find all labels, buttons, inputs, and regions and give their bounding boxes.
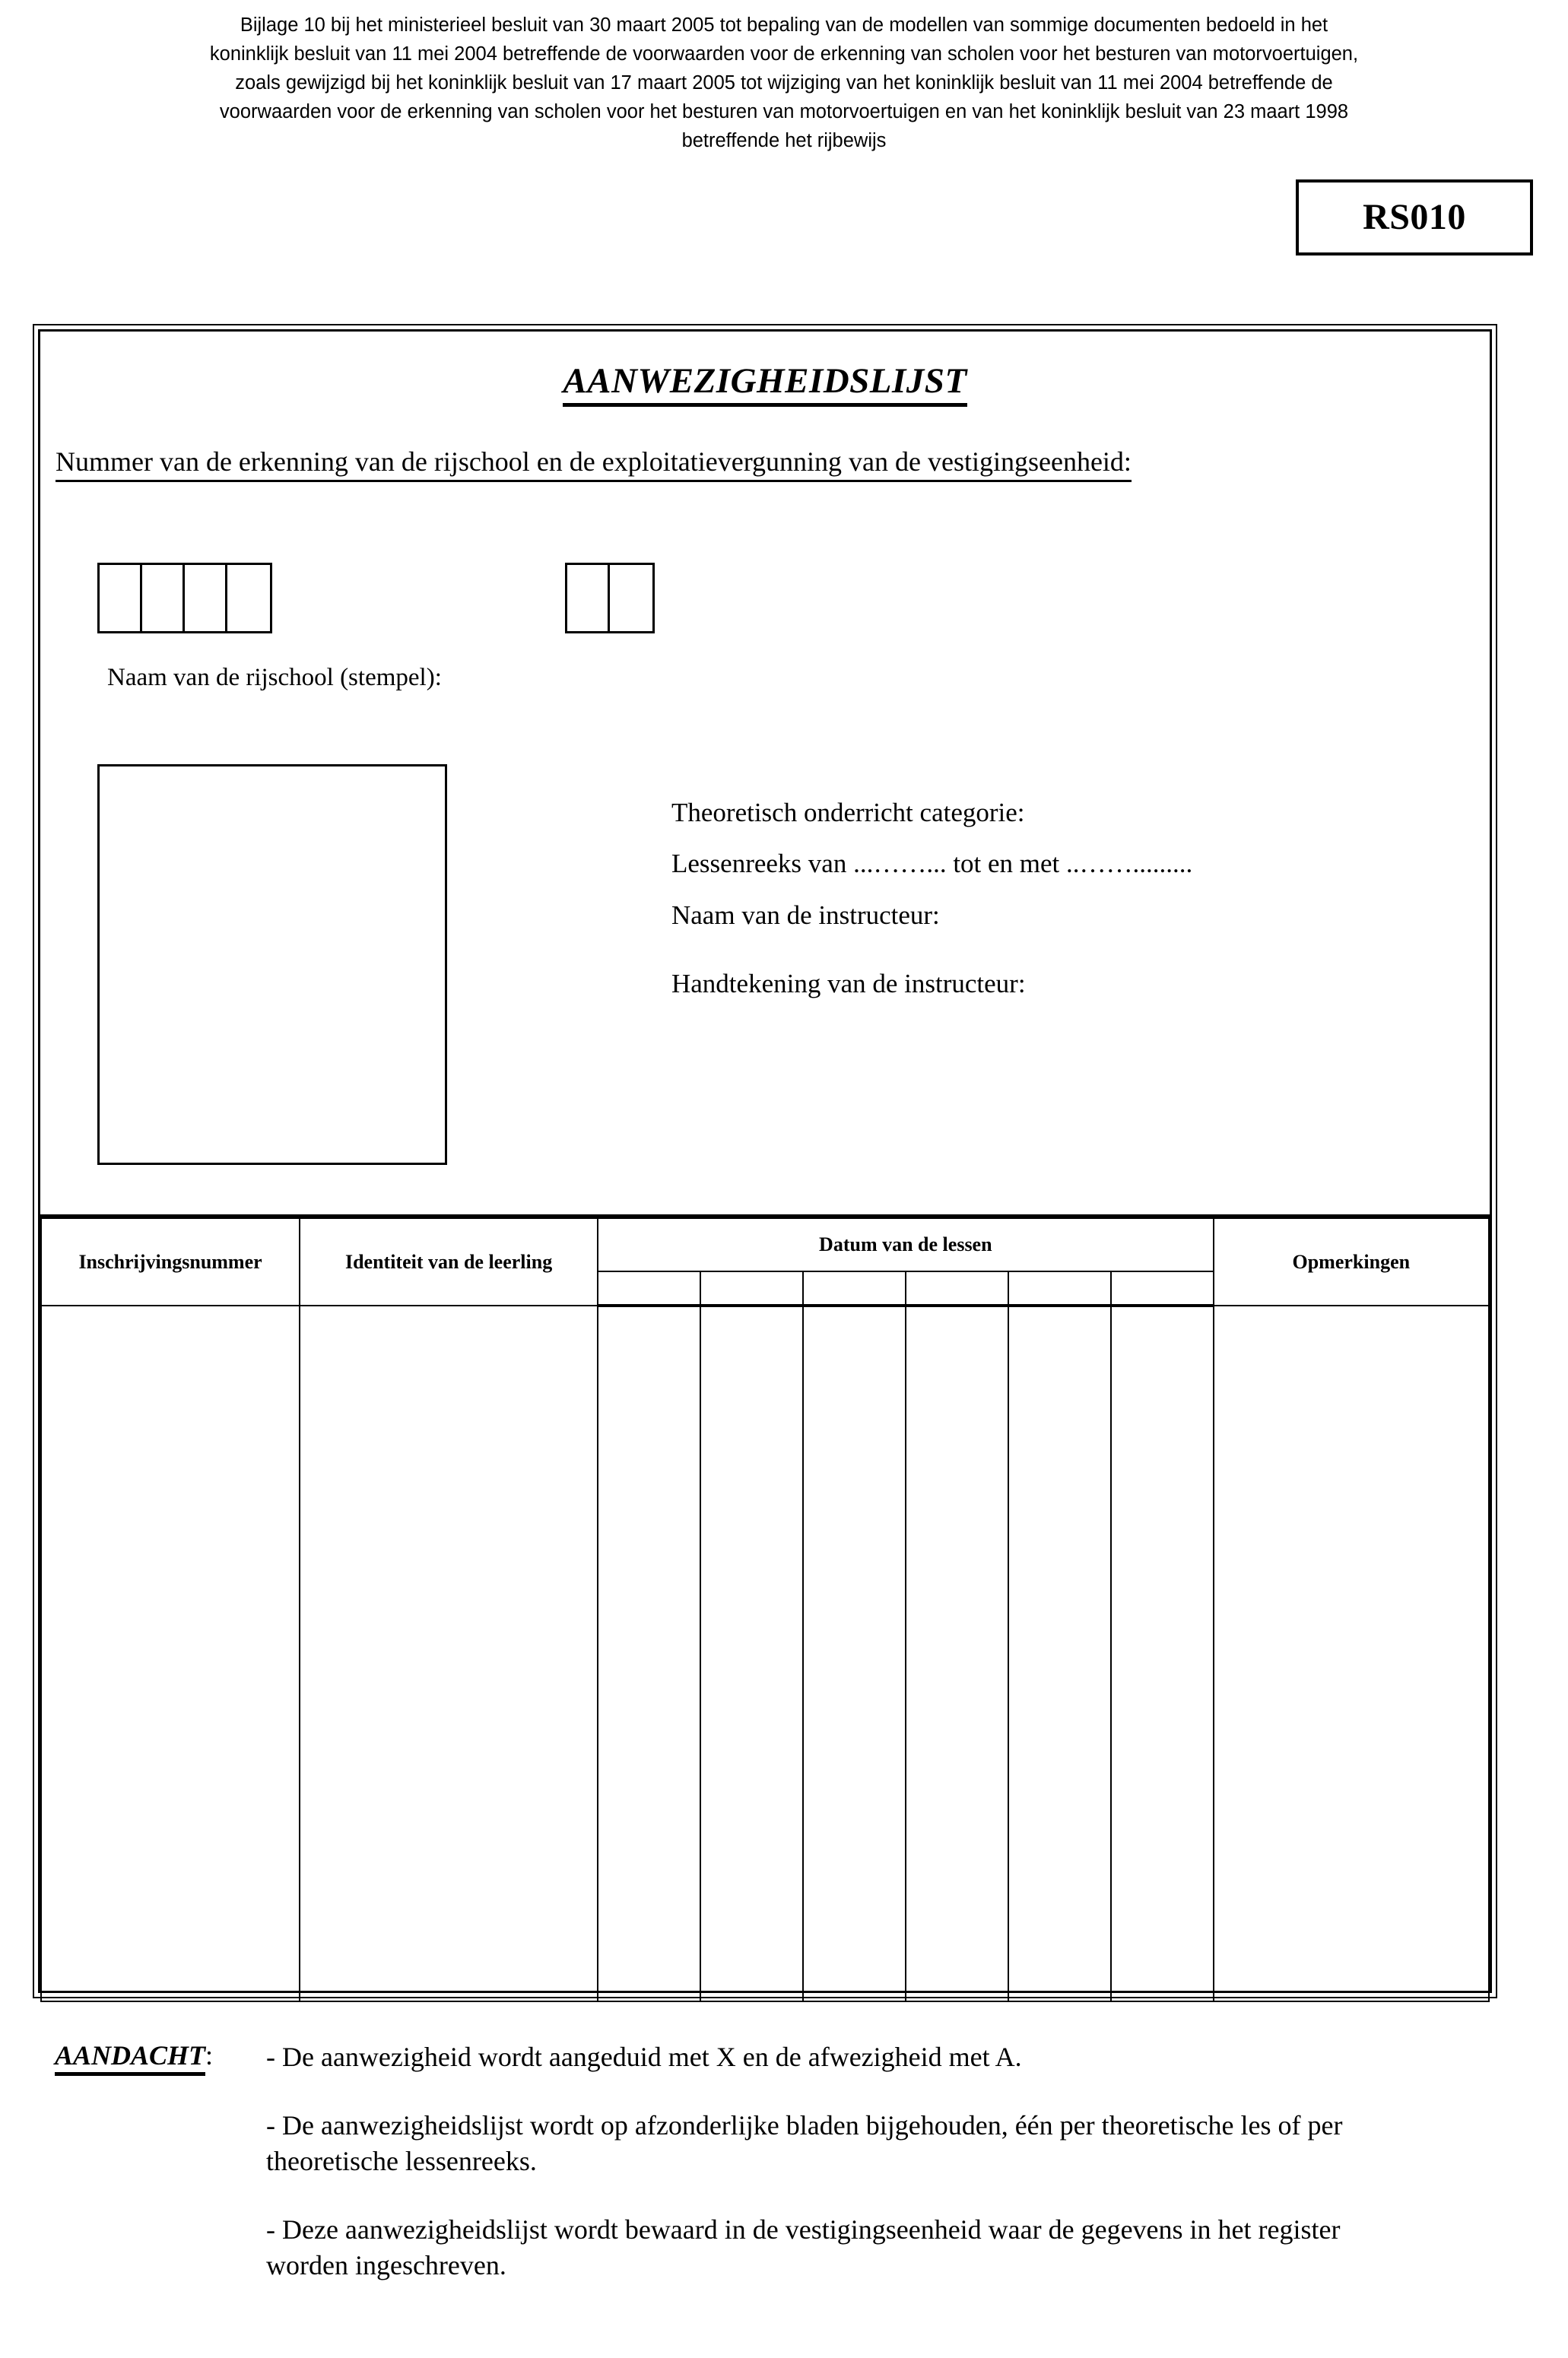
theory-category-label: Theoretisch onderricht categorie:: [671, 798, 1025, 827]
attention-label: [0, 2039, 266, 2071]
cell-lesson-date[interactable]: [1111, 1306, 1214, 2001]
exploitation-number-field[interactable]: [565, 563, 655, 633]
exploitation-number-cell[interactable]: [567, 565, 610, 631]
attention-note-text: - De aanwezigheid wordt aangeduid met X en de afwezigheid met A.: [266, 2042, 1022, 2072]
legal-notice-line: Bijlage 10 bij het ministerieel besluit van 30 maart 2005 tot bepaling van de modellen van sommige documenten bedoeld in het: [240, 14, 1328, 36]
cell-lesson-date[interactable]: [700, 1306, 803, 2001]
instructor-name-label: Naam van de instructeur:: [671, 900, 940, 930]
attention-note: [0, 2212, 1568, 2284]
attention-label-text: AANDACHT: [55, 2040, 205, 2076]
recognition-number-cell[interactable]: [227, 565, 270, 631]
column-header-enrollment-number: Inschrijvingsnummer: [41, 1218, 300, 1306]
recognition-number-cell[interactable]: [100, 565, 142, 631]
legal-notice-line: voorwaarden voor de erkenning van scholen voor het besturen van motorvoertuigen en van het koninklijk besluit van 23 maart 1998: [219, 101, 1349, 122]
cell-enrollment-number[interactable]: [41, 1306, 300, 2001]
page-title: [40, 360, 1490, 401]
table-row: [41, 1306, 1489, 2001]
column-header-remarks: Opmerkingen: [1214, 1218, 1489, 1306]
column-header-lesson-dates: Datum van de lessen: [598, 1218, 1214, 1271]
recognition-number-cell[interactable]: [185, 565, 227, 631]
legal-notice: [38, 11, 1530, 155]
legal-notice-line: betreffende het rijbewijs: [681, 130, 887, 151]
cell-lesson-date[interactable]: [803, 1306, 906, 2001]
school-name-label: Naam van de rijschool (stempel):: [107, 664, 442, 691]
recognition-number-heading: [56, 447, 1132, 478]
lesson-date-subcolumn[interactable]: [598, 1271, 700, 1306]
form-code-box: [1296, 179, 1533, 255]
page-title-text: AANWEZIGHEIDSLIJST: [563, 361, 967, 407]
cell-remarks[interactable]: [1214, 1306, 1489, 2001]
lesson-date-subcolumn[interactable]: [700, 1271, 803, 1306]
attention-note-text: - De aanwezigheidslijst wordt op afzonderlijke bladen bijgehouden, één per theoretische les of per theoretische lessenreeks.: [266, 2109, 1343, 2177]
cell-student-identity[interactable]: [300, 1306, 598, 2001]
lesson-date-subcolumn[interactable]: [1111, 1271, 1214, 1306]
attendance-table: [40, 1214, 1490, 1993]
lesson-series-label: Lessenreeks van ...……... tot en met ..…….........: [671, 849, 1193, 878]
attention-note-first: [0, 2039, 1568, 2076]
recognition-number-field[interactable]: [97, 563, 272, 633]
form-frame: [38, 329, 1492, 1993]
lesson-date-subcolumn[interactable]: [1008, 1271, 1111, 1306]
attention-note-text: - Deze aanwezigheidslijst wordt bewaard in de vestigingseenheid waar de gegevens in het register worden ingeschreven.: [266, 2214, 1341, 2281]
recognition-number-heading-text: Nummer van de erkenning van de rijschool en de exploitatievergunning van de vestigingseenheid:: [56, 446, 1132, 482]
cell-lesson-date[interactable]: [906, 1306, 1008, 2001]
lesson-date-subcolumn[interactable]: [803, 1271, 906, 1306]
legal-notice-line: koninklijk besluit van 11 mei 2004 betreffende de voorwaarden voor de erkenning van scholen voor het besturen van motorvoertuigen,: [209, 43, 1359, 65]
recognition-number-cell[interactable]: [142, 565, 185, 631]
attention-note: [0, 2108, 1568, 2180]
instructor-signature-label: Handtekening van de instructeur:: [671, 969, 1026, 998]
attention-label-suffix: :: [205, 2040, 214, 2071]
column-header-student-identity: Identiteit van de leerling: [300, 1218, 598, 1306]
school-stamp-box[interactable]: [97, 764, 447, 1165]
form-code-label: RS010: [1363, 197, 1466, 237]
attention-notes: [0, 2039, 1568, 2316]
exploitation-number-cell[interactable]: [610, 565, 652, 631]
cell-lesson-date[interactable]: [1008, 1306, 1111, 2001]
cell-lesson-date[interactable]: [598, 1306, 700, 2001]
table-header-row: [41, 1218, 1489, 1271]
legal-notice-line: zoals gewijzigd bij het koninklijk besluit van 17 maart 2005 tot wijziging van het koninklijk besluit van 11 mei 2004 betreffende de: [235, 72, 1333, 94]
lesson-date-subcolumn[interactable]: [906, 1271, 1008, 1306]
